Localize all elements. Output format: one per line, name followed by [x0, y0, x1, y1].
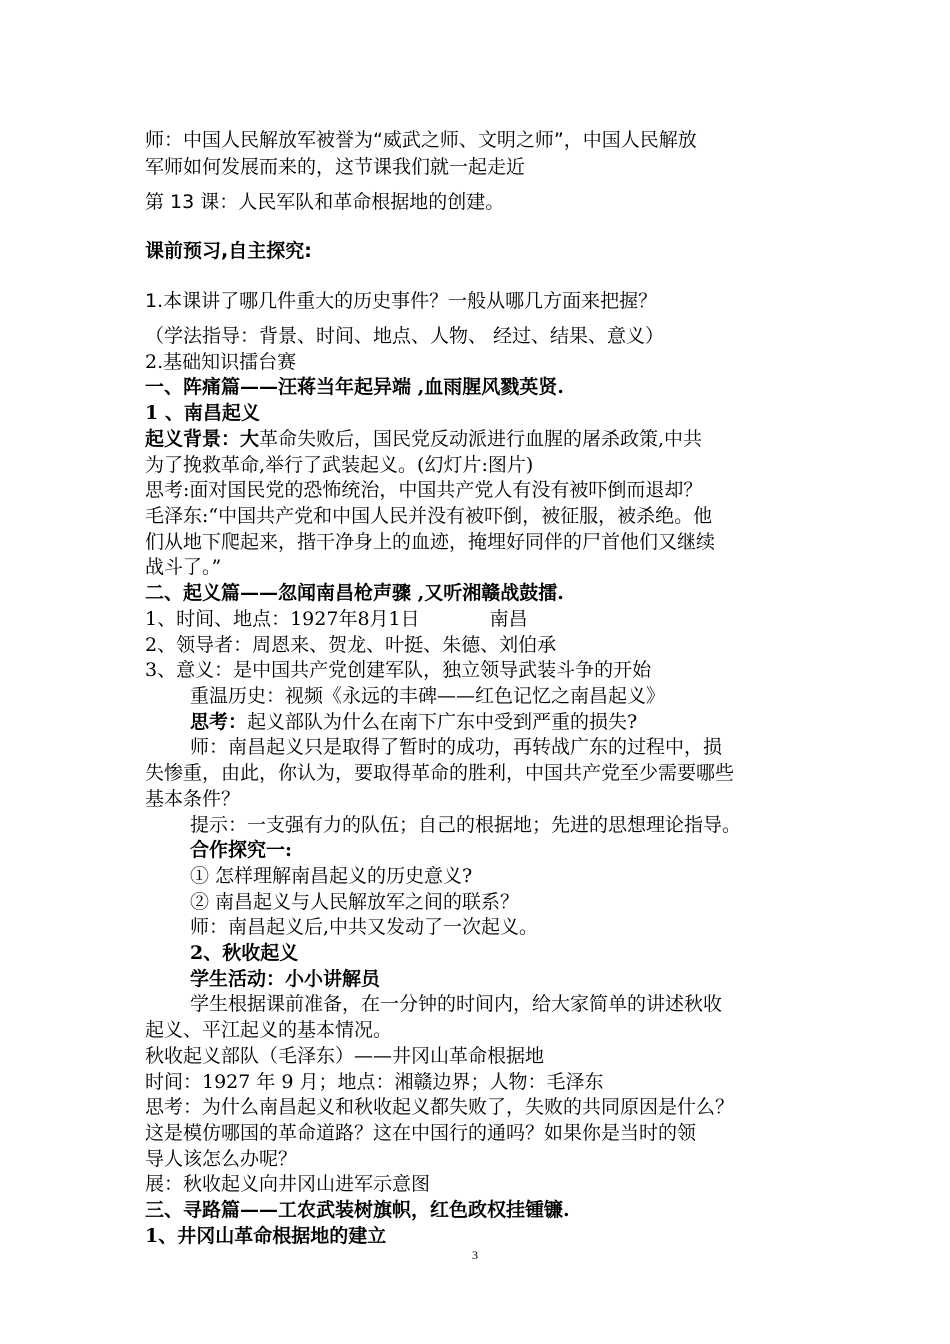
- teacher-line-3: 基本条件？: [145, 788, 241, 810]
- study-guide: （学法指导：背景、时间、地点、人物、 经过、结果、意义）: [145, 325, 665, 347]
- autumn-army-line: 秋收起义部队（毛泽东）——井冈山革命根据地: [145, 1045, 545, 1067]
- mao-quote-3: 战斗了。”: [145, 556, 222, 578]
- student-line-2: 起义、平江起义的基本情况。: [145, 1019, 393, 1041]
- leaders-line: 2、领导者：周恩来、贺龙、叶挺、朱德、刘伯承: [145, 634, 557, 656]
- background-text: 革命失败后，国民党反动派进行血腥的屠杀政策,中共: [259, 428, 703, 450]
- section-2-heading: 二、起义篇——忽闻南昌枪声骤 ,又听湘赣战鼓擂.: [145, 582, 564, 604]
- subsection-nanchang: 1 、南昌起义: [145, 402, 260, 424]
- coop-item-2: ② 南昌起义与人民解放军之间的联系？: [190, 891, 520, 913]
- mao-quote-2: 们从地下爬起来，揩干净身上的血迹，掩埋好同伴的尸首他们又继续: [145, 531, 716, 553]
- exhibit-line: 展：秋收起义向井冈山进军示意图: [145, 1173, 431, 1195]
- intro-line-1: 师：中国人民解放军被誉为“威武之师、文明之师”，中国人民解放: [145, 129, 697, 151]
- subsection-autumn: 2、秋收起义: [190, 942, 299, 964]
- student-line-1: 学生根据课前准备，在一分钟的时间内，给大家简单的讲述秋收: [190, 993, 723, 1015]
- think-line: 思考:面对国民党的恐怖统治，中国共产党人有没有被吓倒而退却？: [145, 479, 703, 501]
- think-label: 思考：: [190, 711, 248, 733]
- review-video-line: 重温历史：视频《永远的丰碑——红色记忆之南昌起义》: [190, 685, 666, 707]
- section-3-heading: 三、寻路篇——工农武装树旗帜，红色政权挂锺镰.: [145, 1199, 570, 1221]
- question-1: 1.本课讲了哪几件重大的历史事件？一般从哪几方面来把握？: [145, 290, 658, 312]
- think-line-2: [190, 709, 637, 735]
- time-place-line: [145, 606, 528, 632]
- background-line-2: 为了挽救革命,举行了武装起义。(幻灯片:图片): [145, 454, 534, 476]
- intro-line-2: 军师如何发展而来的，这节课我们就一起走近: [145, 156, 526, 178]
- quiz-title: 2.基础知识擂台赛: [145, 351, 297, 373]
- teacher-line-2: 失惨重，由此，你认为，要取得革命的胜利，中国共产党至少需要哪些: [145, 762, 735, 784]
- subsection-jinggangshan: 1、井冈山革命根据地的建立: [145, 1225, 387, 1247]
- coop-item-1: ① 怎样理解南昌起义的历史意义?: [190, 865, 473, 887]
- place-nanchang: 南昌: [489, 608, 528, 630]
- time-place-text: 1、时间、地点：1927年8月1日: [145, 608, 420, 630]
- page-number: 3: [472, 1248, 478, 1262]
- student-activity-heading: 学生活动：小小讲解员: [190, 968, 381, 990]
- teacher-line-1: 师：南昌起义只是取得了暂时的成功，再转战广东的过程中，损: [190, 736, 723, 758]
- think-line-5: 导人该怎么办呢？: [145, 1148, 298, 1170]
- background-label: 起义背景：大: [145, 428, 260, 450]
- think-text: 起义部队为什么在南下广东中受到严重的损失?: [247, 711, 638, 733]
- section-1-heading: 一、阵痛篇——汪蒋当年起异端 ,血雨腥风戮英贤.: [145, 376, 564, 398]
- mao-quote-1: 毛泽东:“中国共产党和中国人民并没有被吓倒，被征服，被杀绝。他: [145, 505, 713, 527]
- preview-heading: 课前预习,自主探究:: [145, 240, 312, 262]
- lesson-title: 第 13 课：人民军队和革命根据地的创建。: [145, 191, 505, 213]
- significance-line: 3、意义：是中国共产党创建军队，独立领导武装斗争的开始: [145, 659, 652, 681]
- teacher-line-4: 师：南昌起义后,中共又发动了一次起义。: [190, 916, 539, 938]
- hint-line: 提示：一支强有力的队伍；自己的根据地；先进的思想理论指导。: [190, 814, 742, 836]
- autumn-time-line: 时间：1927 年 9 月；地点：湘赣边界；人物：毛泽东: [145, 1071, 604, 1093]
- coop-heading: 合作探究一:: [190, 839, 293, 861]
- background-line-1: [145, 426, 702, 452]
- think-line-4: 这是模仿哪国的革命道路？这在中国行的通吗？如果你是当时的领: [145, 1122, 697, 1144]
- think-line-3: 思考：为什么南昌起义和秋收起义都失败了，失败的共同原因是什么？: [145, 1096, 735, 1118]
